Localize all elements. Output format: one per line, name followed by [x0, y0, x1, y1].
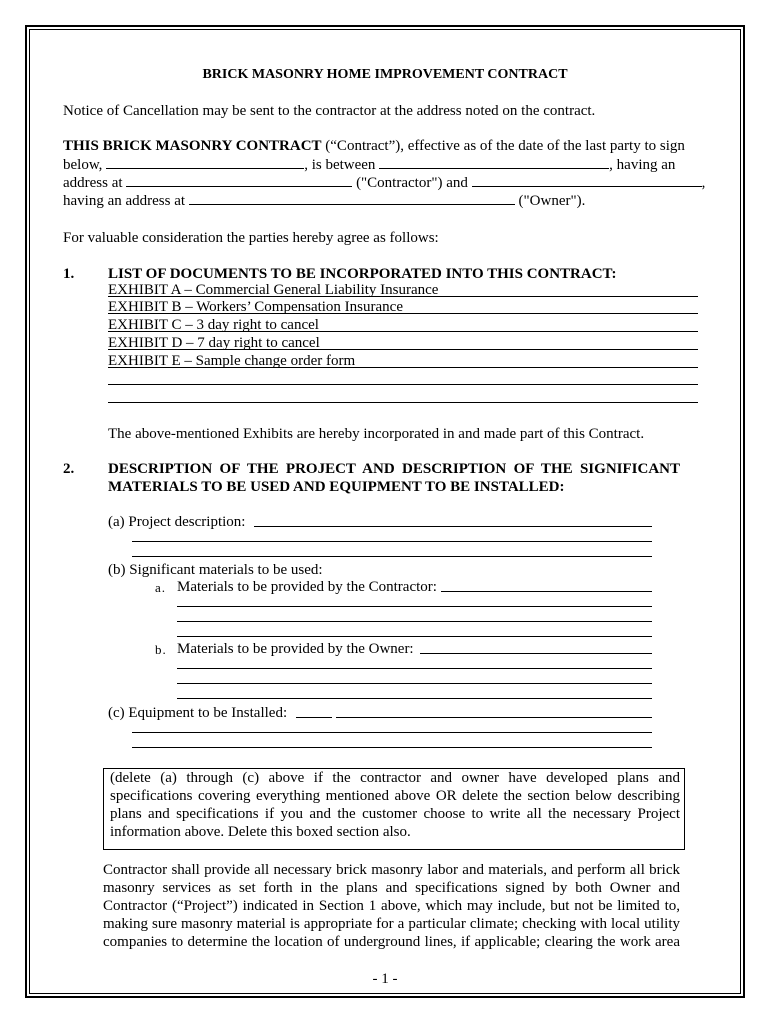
exhibit-blank-line-1[interactable] [108, 384, 698, 385]
equipment-blank-3[interactable] [132, 747, 652, 748]
materials-owner-label: Materials to be provided by the Owner: [177, 641, 414, 657]
address-at-label: address at [63, 175, 123, 191]
materials-contractor-blank-3[interactable] [177, 621, 652, 622]
cancellation-notice: Notice of Cancellation may be sent to the contractor at the address noted on the contract. [63, 103, 596, 119]
equipment-label: (c) Equipment to be Installed: [108, 705, 288, 721]
contractor-address-blank[interactable] [126, 173, 352, 187]
intro-rest: (“Contract”), effective as of the date of the last party to sign [321, 138, 685, 154]
owner-label: ("Owner"). [514, 193, 586, 209]
section-1-heading: LIST OF DOCUMENTS TO BE INCORPORATED INTO THIS CONTRACT: [108, 266, 617, 282]
is-between-label: , is between [304, 157, 376, 173]
materials-owner-blank-1[interactable] [420, 653, 652, 654]
exhibit-blank-line-2[interactable] [108, 402, 698, 403]
materials-contractor-label: Materials to be provided by the Contractor: [177, 579, 437, 595]
exhibit-b: EXHIBIT B – Workers’ Compensation Insurance [108, 299, 403, 315]
project-description-blank-3[interactable] [132, 556, 652, 557]
exhibits-incorporated: The above-mentioned Exhibits are hereby incorporated in and made part of this Contract. [108, 426, 645, 442]
materials-owner-letter: b. [155, 642, 167, 657]
section-2-number: 2. [63, 461, 75, 477]
section-2-heading-line-2: MATERIALS TO BE USED AND EQUIPMENT TO BE INSTALLED: [108, 479, 565, 495]
exhibit-e-line [108, 367, 698, 368]
contractor-and-label: ("Contractor") and [352, 175, 468, 191]
owner-name-blank[interactable] [472, 173, 702, 187]
exhibit-c: EXHIBIT C – 3 day right to cancel [108, 317, 319, 333]
materials-owner-blank-2[interactable] [177, 668, 652, 669]
materials-contractor-letter: a. [155, 580, 167, 595]
equipment-blank-1[interactable] [336, 717, 652, 718]
materials-contractor-blank-1[interactable] [441, 591, 652, 592]
exhibit-a: EXHIBIT A – Commercial General Liability Insurance [108, 282, 439, 298]
section-2-heading-line-1: DESCRIPTION OF THE PROJECT AND DESCRIPTION OF THE SIGNIFICANT [108, 461, 680, 477]
materials-owner-blank-4[interactable] [177, 698, 652, 699]
contract-lead: THIS BRICK MASONRY CONTRACT [63, 138, 322, 154]
scope-line-1: Contractor shall provide all necessary brick masonry labor and materials, and perform all brick [103, 862, 680, 878]
intro-line-4 [63, 191, 585, 210]
scope-line-3: Contractor (“Project”) indicated in Section 1 above, which may include, but not be limited to, [103, 898, 680, 914]
exhibit-c-line [108, 331, 698, 332]
intro-line-2 [63, 155, 675, 174]
owner-address-blank[interactable] [189, 191, 515, 205]
below-label: below, [63, 157, 103, 173]
note-line-4: information above. Delete this boxed section also. [110, 824, 411, 840]
comma: , [701, 175, 706, 191]
document-title: BRICK MASONRY HOME IMPROVEMENT CONTRACT [202, 67, 568, 82]
signing-date-blank[interactable] [106, 155, 304, 169]
intro-line-1 [63, 137, 685, 155]
exhibit-b-line [108, 313, 698, 314]
scope-line-2: masonry services as set forth in the plans and specifications signed by both Owner and [103, 880, 680, 896]
page-number: - 1 - [372, 971, 398, 987]
intro-line-3 [63, 173, 705, 192]
materials-owner-blank-3[interactable] [177, 683, 652, 684]
materials-contractor-blank-2[interactable] [177, 606, 652, 607]
significant-materials-label: (b) Significant materials to be used: [108, 562, 323, 578]
exhibit-d-line [108, 349, 698, 350]
equipment-blank-2[interactable] [132, 732, 652, 733]
exhibit-a-line [108, 296, 698, 297]
equipment-blank-short[interactable] [296, 717, 332, 718]
contractor-name-blank[interactable] [379, 155, 609, 169]
project-description-blank-1[interactable] [254, 526, 652, 527]
note-line-2: specifications covering everything mentioned above OR delete the section below describing [110, 788, 680, 804]
section-1-number: 1. [63, 266, 75, 282]
scope-line-5: companies to determine the location of underground lines, if applicable; clearing the work area [103, 934, 680, 950]
having-an-label: , having an [609, 157, 676, 173]
note-line-1: (delete (a) through (c) above if the contractor and owner have developed plans and [110, 770, 680, 786]
materials-contractor-blank-4[interactable] [177, 636, 652, 637]
exhibit-d: EXHIBIT D – 7 day right to cancel [108, 335, 320, 351]
scope-line-4: making sure masonry material is appropriate for a particular climate; checking with local utility [103, 916, 680, 932]
note-line-3: plans and specifications if you and the customer choose to write all the necessary Project [110, 806, 680, 822]
having-address-label: having an address at [63, 193, 186, 209]
project-description-blank-2[interactable] [132, 541, 652, 542]
exhibit-e: EXHIBIT E – Sample change order form [108, 353, 356, 369]
consideration-text: For valuable consideration the parties hereby agree as follows: [63, 230, 439, 246]
project-description-label: (a) Project description: [108, 514, 246, 530]
